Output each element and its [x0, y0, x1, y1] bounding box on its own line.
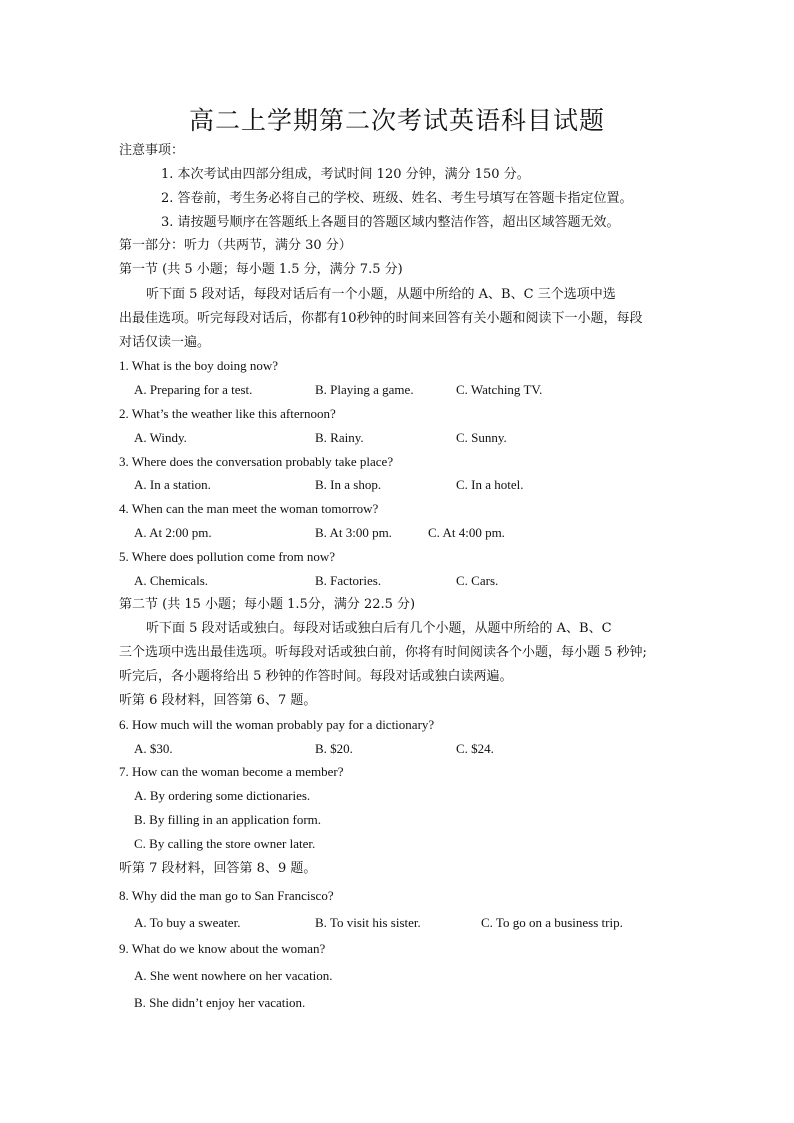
- group-heading-8-9: 听第 7 段材料，回答第 8、9 题。: [119, 861, 317, 876]
- question-4: 4. When can the man meet the woman tomorrow?: [119, 501, 379, 516]
- question-9: 9. What do we know about the woman?: [119, 941, 326, 956]
- question-7: 7. How can the woman become a member?: [119, 764, 344, 779]
- question-3-option-c: C. In a hotel.: [456, 477, 524, 492]
- question-4-option-a: A. At 2:00 pm.: [134, 525, 212, 540]
- question-6-option-a: A. $30.: [134, 741, 173, 756]
- question-4-option-c: C. At 4:00 pm.: [428, 525, 505, 540]
- question-8-option-a: A. To buy a sweater.: [134, 915, 241, 930]
- question-5-option-b: B. Factories.: [315, 573, 382, 588]
- question-8: 8. Why did the man go to San Francisco?: [119, 888, 334, 903]
- group-heading-6-7: 听第 6 段材料，回答第 6、7 题。: [119, 693, 317, 708]
- question-7-option-c: C. By calling the store owner later.: [134, 836, 316, 851]
- section2-heading: 第二节 (共 15 小题；每小题 1.5分，满分 22.5 分): [119, 597, 416, 612]
- question-2: 2. What’s the weather like this afternoon?: [119, 406, 336, 421]
- question-5-option-a: A. Chemicals.: [134, 573, 209, 588]
- question-2-option-a: A. Windy.: [134, 430, 187, 445]
- question-6: 6. How much will the woman probably pay for a dictionary?: [119, 717, 435, 732]
- question-1-option-c: C. Watching TV.: [456, 382, 543, 397]
- question-1-option-a: A. Preparing for a test.: [134, 382, 253, 397]
- section1-heading: 第一节 (共 5 小题；每小题 1.5 分，满分 7.5 分): [119, 262, 403, 277]
- question-8-option-c: C. To go on a business trip.: [481, 915, 623, 930]
- question-7-option-a: A. By ordering some dictionaries.: [134, 788, 311, 803]
- section2-instruction-2: 三个选项中选出最佳选项。听每段对话或独白前，你将有时间阅读各个小题，每小题 5 秒钟;: [119, 645, 647, 660]
- question-4-option-b: B. At 3:00 pm.: [315, 525, 392, 540]
- section2-instruction-1: 听下面 5 段对话或独白。每段对话或独白后有几个小题，从题中所给的 A、B、C: [146, 621, 612, 636]
- section1-instruction-3: 对话仅读一遍。: [119, 335, 211, 350]
- note-item-1: 1. 本次考试由四部分组成，考试时间 120 分钟，满分 150 分。: [161, 167, 530, 182]
- question-7-option-b: B. By filling in an application form.: [134, 812, 322, 827]
- part1-heading: 第一部分：听力（共两节，满分 30 分）: [119, 238, 352, 253]
- question-3: 3. Where does the conversation probably take place?: [119, 454, 394, 469]
- question-5-option-c: C. Cars.: [456, 573, 499, 588]
- note-item-3: 3. 请按题号顺序在答题纸上各题目的答题区域内整洁作答，超出区域答题无效。: [161, 215, 620, 230]
- section1-instruction-1: 听下面 5 段对话，每段对话后有一个小题，从题中所给的 A、B、C 三个选项中选: [146, 287, 616, 302]
- question-6-option-b: B. $20.: [315, 741, 353, 756]
- section1-instruction-2: 出最佳选项。听完每段对话后，你都有10秒钟的时间来回答有关小题和阅读下一小题，每段: [119, 311, 643, 326]
- notes-heading: 注意事项：: [119, 143, 185, 158]
- question-3-option-a: A. In a station.: [134, 477, 211, 492]
- note-item-2: 2. 答卷前，考生务必将自己的学校、班级、姓名、考生号填写在答题卡指定位置。: [161, 191, 633, 206]
- question-5: 5. Where does pollution come from now?: [119, 549, 336, 564]
- question-3-option-b: B. In a shop.: [315, 477, 382, 492]
- question-2-option-c: C. Sunny.: [456, 430, 507, 445]
- exam-title: 高二上学期第二次考试英语科目试题: [188, 106, 605, 135]
- question-1-option-b: B. Playing a game.: [315, 382, 414, 397]
- question-9-option-b: B. She didn’t enjoy her vacation.: [134, 995, 306, 1010]
- question-6-option-c: C. $24.: [456, 741, 494, 756]
- question-9-option-a: A. She went nowhere on her vacation.: [134, 968, 333, 983]
- question-1: 1. What is the boy doing now?: [119, 358, 278, 373]
- section2-instruction-3: 听完后，各小题将给出 5 秒钟的作答时间。每段对话或独白读两遍。: [119, 669, 513, 684]
- question-8-option-b: B. To visit his sister.: [315, 915, 421, 930]
- question-2-option-b: B. Rainy.: [315, 430, 364, 445]
